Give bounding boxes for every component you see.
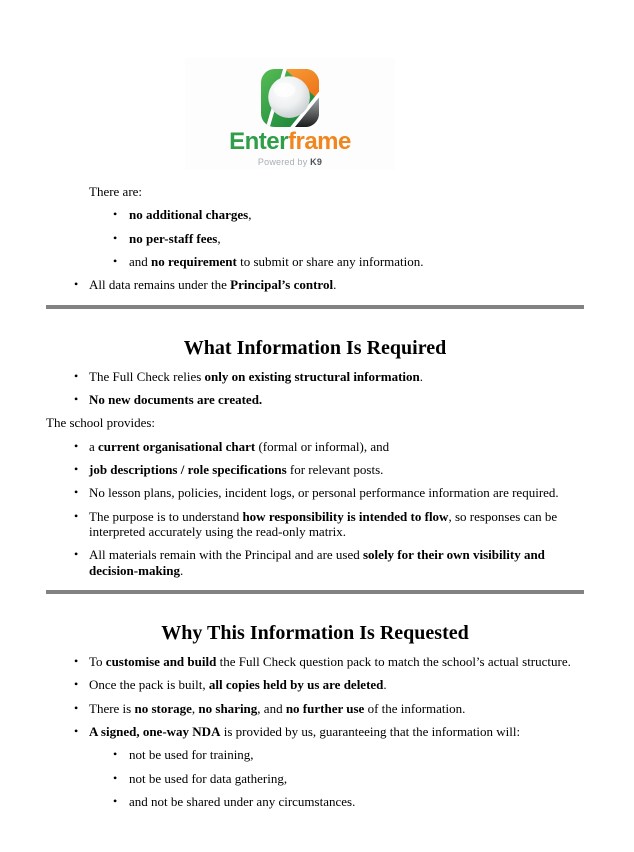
bullet-marker: • (74, 277, 79, 292)
text-run: All data remains under the Principal’s control. (89, 277, 337, 293)
text-run: job descriptions / role specifications for relevant posts. (89, 461, 384, 477)
text-run: The purpose is to understand how responsibility is intended to flow, so responses can be interpreted accurately using the read-only matrix. (89, 508, 558, 539)
bullet-marker: • (74, 368, 79, 383)
bullet-marker: • (74, 508, 79, 523)
bullet-item (46, 677, 594, 692)
bullet-item (46, 462, 594, 477)
bullet-item (46, 231, 594, 246)
text-run: and not be shared under any circumstances. (129, 793, 356, 809)
bullet-item (46, 771, 594, 786)
wordmark-enter: Enter (229, 128, 288, 155)
text-run: There is no storage, no sharing, and no further use of the information. (89, 700, 466, 716)
bullet-item (46, 654, 594, 669)
text-run: All materials remain with the Principal and are used solely for their own visibility and decision-making. (89, 547, 545, 578)
bullet-marker: • (74, 700, 79, 715)
text-run: To customise and build the Full Check question pack to match the school’s actual structure. (89, 653, 571, 669)
bullet-marker: • (113, 207, 118, 222)
text-run: a current organisational chart (formal or informal), and (89, 438, 390, 454)
bullet-marker: • (74, 677, 79, 692)
enterframe-logo (185, 58, 395, 170)
text-run: A signed, one-way NDA is provided by us, guaranteeing that the information will: (89, 723, 521, 739)
logo-tagline (258, 157, 322, 168)
paragraph (46, 415, 594, 430)
tagline-brand: K9 (310, 157, 323, 168)
tagline-prefix: Powered by (257, 157, 308, 168)
text-run: and no requirement to submit or share any information. (129, 253, 424, 269)
bullet-marker: • (113, 747, 118, 762)
text-run: not be used for training, (129, 747, 254, 763)
bullet-marker: • (113, 793, 118, 808)
bullet-marker: • (74, 485, 79, 500)
enterframe-wordmark (229, 129, 351, 154)
paragraph (89, 184, 594, 199)
text-run: There are: (89, 184, 143, 199)
bullet-item (46, 794, 594, 809)
section-heading: What Information Is Required (183, 336, 447, 359)
bullet-marker: • (74, 653, 79, 668)
bullet-marker: • (113, 230, 118, 245)
section-heading: Why This Information Is Requested (161, 621, 469, 644)
bullet-item (46, 392, 594, 407)
bullet-marker: • (74, 723, 79, 738)
bullet-item (46, 724, 594, 739)
wordmark-frame: frame (287, 128, 351, 155)
text-run: No new documents are created. (89, 391, 263, 407)
text-run: No lesson plans, policies, incident logs, or personal performance information are required. (89, 485, 559, 501)
bullet-item (46, 369, 594, 384)
bullet-item (46, 254, 594, 269)
bullet-item (46, 547, 594, 578)
document-content (46, 176, 594, 817)
bullet-item (46, 277, 594, 292)
text-run: not be used for data gathering, (129, 770, 288, 786)
bullet-item (46, 485, 594, 500)
section-divider (46, 305, 584, 309)
bullet-marker: • (74, 547, 79, 562)
enterframe-logo-icon (261, 69, 319, 127)
bullet-marker: • (113, 253, 118, 268)
section-divider (46, 590, 584, 594)
bullet-item (46, 509, 594, 540)
text-run: The school provides: (46, 415, 156, 431)
bullet-item (46, 747, 594, 762)
bullet-marker: • (113, 770, 118, 785)
text-run: no additional charges, (129, 207, 252, 223)
bullet-item (46, 701, 594, 716)
bullet-item (46, 207, 594, 222)
bullet-marker: • (74, 438, 79, 453)
text-run: Once the pack is built, all copies held by us are deleted. (89, 677, 387, 693)
text-run: no per-staff fees, (129, 230, 221, 246)
bullet-item (46, 439, 594, 454)
text-run: The Full Check relies only on existing structural information. (89, 368, 424, 384)
bullet-marker: • (74, 391, 79, 406)
bullet-marker: • (74, 461, 79, 476)
